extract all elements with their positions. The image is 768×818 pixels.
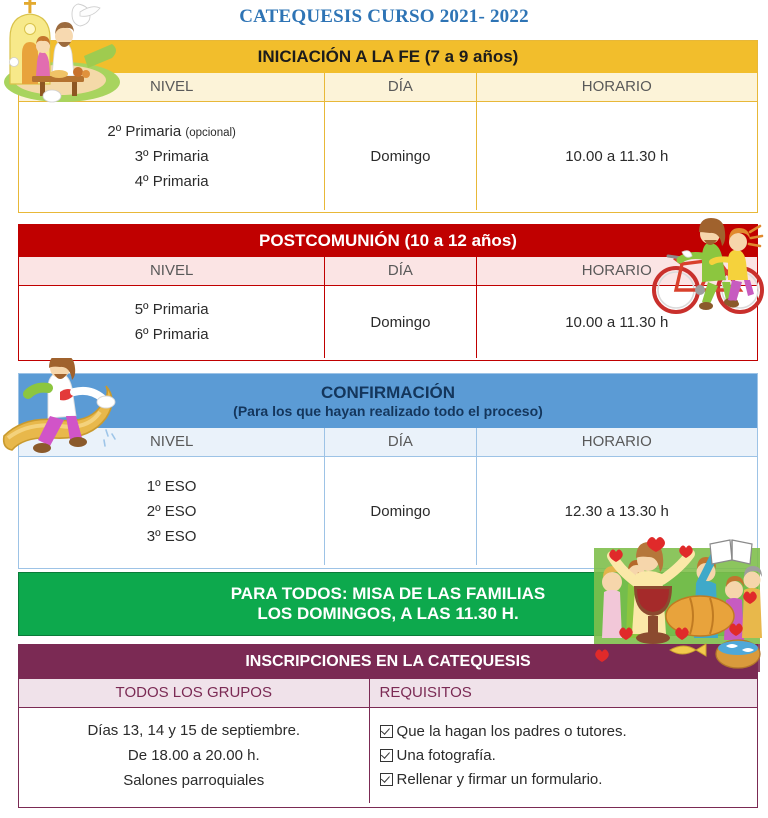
section-confirmacion: [18, 373, 758, 569]
section-confirmacion-heading: CONFIRMACIÓN: [320, 383, 456, 403]
section-confirmacion-subheading: (Para los que hayan realizado todo el proceso): [233, 402, 543, 419]
list-item: [380, 768, 603, 792]
postcomunion-horario: 10.00 a 11.30 h: [565, 313, 669, 331]
postcomunion-dia: Domingo: [325, 286, 476, 358]
inscripciones-grupos: [19, 708, 370, 803]
iniciacion-column-headers: [19, 73, 757, 102]
section-inscripciones-header: [19, 645, 757, 679]
confirmacion-niveles: [19, 457, 325, 565]
nivel-label: 2º Primaria: [107, 122, 182, 140]
inscripciones-row: [19, 708, 757, 803]
confirmacion-column-headers: [19, 428, 757, 457]
misa-line-1: PARA TODOS: MISA DE LAS FAMILIAS: [230, 584, 546, 604]
iniciacion-dia: Domingo: [325, 102, 476, 210]
inscripciones-requisitos: [370, 708, 757, 803]
list-item: [107, 119, 236, 144]
section-inscripciones-heading: INSCRIPCIONES EN LA CATEQUESIS: [245, 652, 531, 670]
page-title: CATEQUESIS CURSO 2021- 2022: [239, 6, 529, 27]
list-item: 3º ESO: [146, 527, 197, 545]
column-header-nivel: NIVEL: [19, 428, 325, 456]
checkbox-checked-icon: [380, 773, 393, 786]
list-item: 2º ESO: [146, 502, 197, 520]
section-iniciacion-header: [19, 41, 757, 73]
confirmacion-row: [19, 457, 757, 565]
list-item: 5º Primaria: [134, 301, 209, 318]
requisito-label: Una fotografía.: [396, 747, 496, 764]
section-postcomunion: [18, 224, 758, 361]
misa-banner: [19, 573, 757, 635]
inscripciones-column-headers: [19, 679, 757, 708]
column-header-nivel: NIVEL: [19, 257, 325, 285]
section-misa-familias: [18, 572, 758, 636]
section-inscripciones: [18, 644, 758, 808]
list-item: 6º Primaria: [134, 326, 209, 343]
requisito-label: Rellenar y firmar un formulario.: [396, 771, 603, 788]
section-postcomunion-heading: POSTCOMUNIÓN (10 a 12 años): [259, 231, 517, 251]
postcomunion-row: [19, 286, 757, 358]
requisito-label: Que la hagan los padres o tutores.: [396, 723, 627, 740]
list-item: De 18.00 a 20.00 h.: [127, 747, 260, 764]
nivel-note: (opcional): [185, 126, 236, 139]
column-header-dia: DÍA: [325, 73, 476, 101]
checkbox-checked-icon: [380, 749, 393, 762]
section-iniciacion-heading: INICIACIÓN A LA FE (7 a 9 años): [257, 47, 519, 67]
column-header-nivel: NIVEL: [19, 73, 325, 101]
section-iniciacion: [18, 40, 758, 213]
column-header-todos-los-grupos: TODOS LOS GRUPOS: [19, 679, 370, 707]
list-item: Salones parroquiales: [123, 772, 265, 789]
list-item: [380, 720, 627, 744]
section-confirmacion-header: [19, 374, 757, 428]
postcomunion-column-headers: [19, 257, 757, 286]
confirmacion-dia: Domingo: [325, 457, 476, 565]
column-header-dia: DÍA: [325, 428, 476, 456]
confirmacion-horario: 12.30 a 13.30 h: [564, 502, 669, 520]
misa-line-2: LOS DOMINGOS, A LAS 11.30 H.: [257, 604, 519, 623]
column-header-horario: HORARIO: [581, 262, 652, 279]
column-header-horario: HORARIO: [581, 433, 652, 450]
column-header-horario: HORARIO: [581, 78, 652, 95]
list-item: 4º Primaria: [134, 172, 209, 190]
list-item: Días 13, 14 y 15 de septiembre.: [87, 722, 301, 739]
iniciacion-horario: 10.00 a 11.30 h: [565, 147, 669, 165]
iniciacion-niveles: [19, 102, 325, 210]
column-header-requisitos: REQUISITOS: [379, 684, 472, 701]
iniciacion-row: [19, 102, 757, 210]
list-item: [380, 744, 496, 768]
section-postcomunion-header: [19, 225, 757, 257]
list-item: 1º ESO: [146, 477, 197, 495]
checkbox-checked-icon: [380, 725, 393, 738]
list-item: 3º Primaria: [134, 147, 209, 165]
postcomunion-niveles: [19, 286, 325, 358]
column-header-dia: DÍA: [325, 257, 476, 285]
